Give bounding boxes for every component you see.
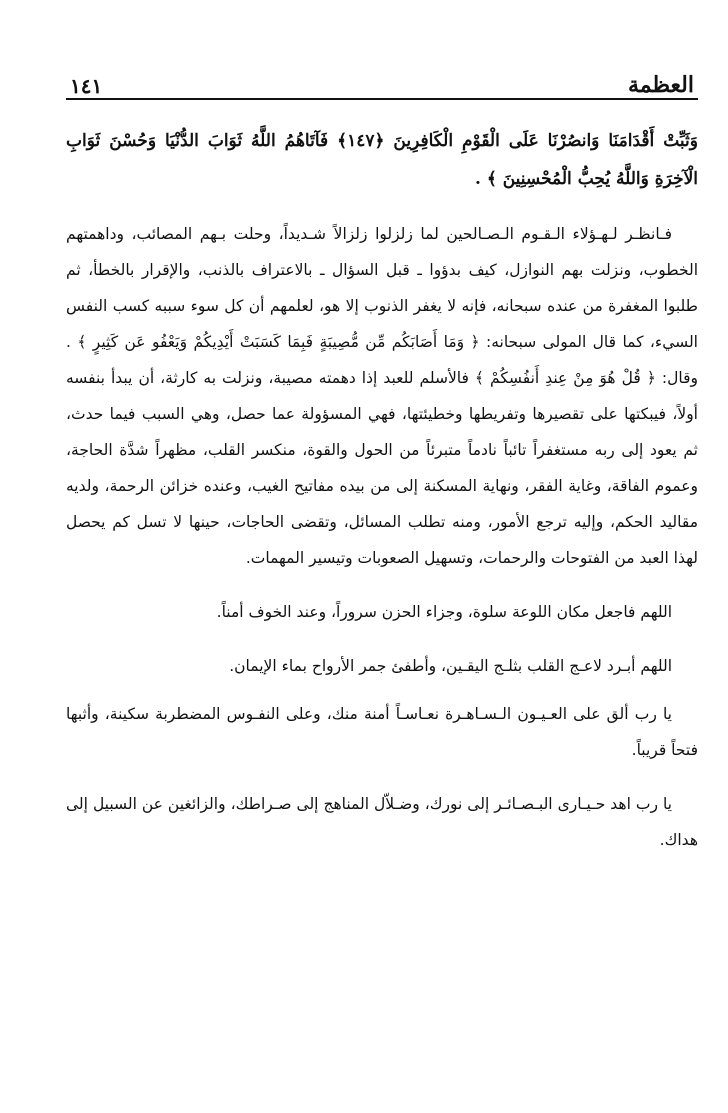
commentary-paragraph [66, 216, 698, 576]
book-page [66, 58, 698, 1113]
paragraph-text: وَثَبِّتْ أَقْدَامَنَا وَانصُرْنَا عَلَى الْقَوْمِ الْكَافِرِينَ ﴿١٤٧﴾ فَآتَاهُمُ اللَّهُ ثَوَابَ الدُّنْيَا وَحُسْنَ ثَوَابِ الْآخِرَةِ وَاللَّهُ يُحِبُّ الْمُحْسِنِينَ ﴾ . [66, 131, 698, 189]
supplication-paragraph [66, 594, 698, 630]
supplication-paragraph [66, 786, 698, 858]
running-title: العظمة [628, 72, 694, 98]
page-number: ١٤١ [70, 74, 103, 98]
paragraph-text: اللهم أبـرد لاعـج القلب بثلـج اليقـين، وأطفئ جمر الأرواح بماء الإيمان. [229, 657, 672, 675]
page-body [66, 122, 698, 858]
supplication-paragraph [66, 648, 698, 684]
paragraph-text: يا رب اهد حـيـارى البـصـائـر إلى نورك، وضـلاّل المناهج إلى صـراطك، والزائغين عن السبيل إلى هداك. [66, 795, 698, 849]
quran-verse-paragraph [66, 122, 698, 198]
paragraph-text: اللهم فاجعل مكان اللوعة سلوة، وجزاء الحزن سروراً، وعند الخوف أمناً. [216, 603, 672, 621]
paragraph-text: فـانظـر لـهـؤلاء الـقـوم الـصـالحين لما زلزلوا زلزالاً شـديداً، وحلت بـهم المصائب، وداهمتهم الخطوب، ونزلت بهم النوازل، كيف بدؤوا ـ قبل السؤال ـ بالاعتراف بالذنب، والإقرار بالخطأ، ثم طلبوا المغفرة من عنده سبحانه، فإنه لا يغفر الذنوب إلا هو، لعلمهم أن كل سوء سببه كسب النفس السيء، كما قال المولى سبحانه: ﴿ وَمَا أَصَابَكُم مِّن مُّصِيبَةٍ فَبِمَا كَسَبَتْ أَيْدِيكُمْ وَيَعْفُو عَن كَثِيرٍ ﴾ . وقال: ﴿ قُلْ هُوَ مِنْ عِندِ أَنفُسِكُمْ ﴾ فالأسلم للعبد إذا دهمته مصيبة، ونزلت به كارثة، أن يبدأ بنفسه أولاً، فيبكتها على تقصيرها وتفريطها وخطيئتها، فهي المسؤولة عما حصل، وهي السبب فيما حدث، ثم يعود إلى ربه مستغفراً تائباً نادماً متبرئاً من الحول والقوة، منكسر القلب، مظهراً شدَّة الحاجة، وعموم الفاقة، وغاية الفقر، ونهاية المسكنة إلى من بيده مفاتيح الغيب، وعنده خزائن الرحمة، ولديه مقاليد الحكم، وإليه ترجع الأمور، ومنه تطلب المسائل، وتقضى الحاجات، حينها لا تسل كم يحصل لهذا العبد من الفتوحات والرحمات، وتسهيل الصعوبات وتيسير المهمات. [66, 225, 698, 567]
paragraph-text: يا رب ألق على العـيـون الـسـاهـرة نعـاسـاً أمنة منك، وعلى النفـوس المضطربة سكينة، وأثبها فتحاً قريباً. [66, 705, 698, 759]
page-header [66, 58, 698, 100]
supplication-paragraph [66, 696, 698, 768]
